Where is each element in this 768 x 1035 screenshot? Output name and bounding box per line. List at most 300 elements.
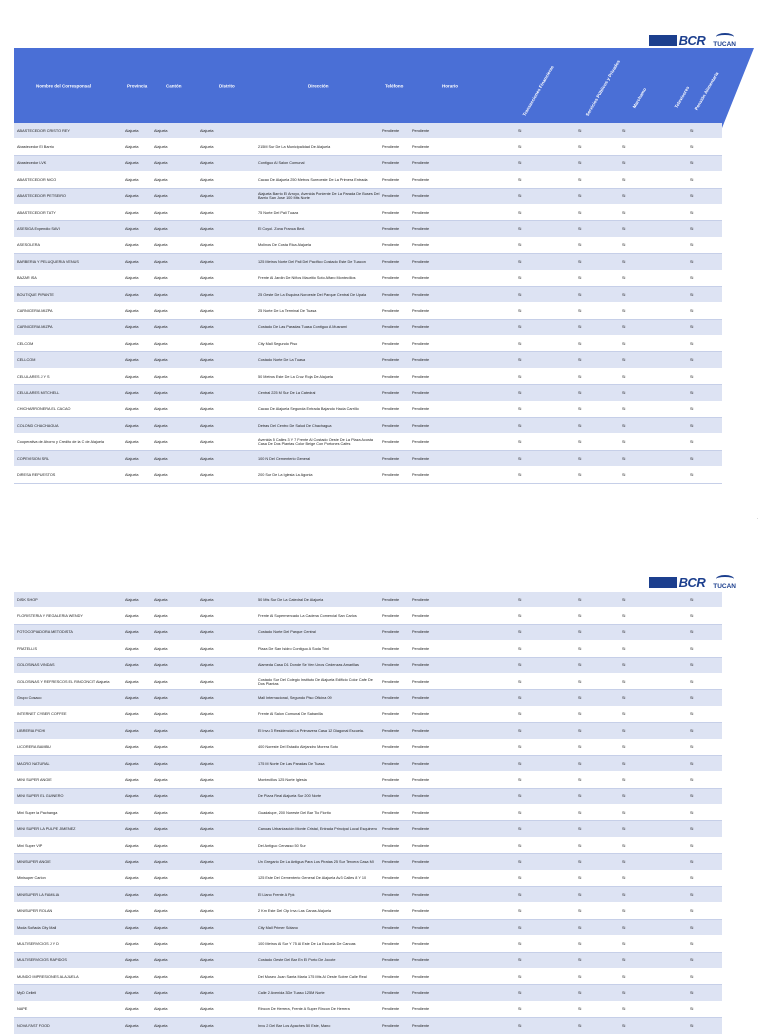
cell-direccion: Alajuela Barrio El Arroyo, Avenida Poniente De La Parada De Buses Del Barrio San Jose 100 Mts Norte	[258, 192, 380, 201]
cell-direccion: Frente Al Supermercado La Cadena Comercial San Carlos	[258, 614, 357, 619]
header-canton: Cantón	[166, 83, 182, 89]
cell-nombre: CARNICERIA MIZPA	[17, 309, 53, 313]
cell-pension: Si	[690, 663, 694, 668]
cell-canton: Alajuela	[154, 177, 168, 182]
cell-distrito: Alajuela	[200, 696, 214, 701]
cell-transacciones: Si	[518, 827, 522, 832]
cell-pension: Si	[690, 390, 694, 395]
page-mark: ·	[756, 516, 758, 521]
cell-transacciones: Si	[518, 161, 522, 166]
cell-provincia: Alajuela	[125, 374, 139, 379]
cell-horario: Pendiente	[412, 876, 430, 881]
cell-provincia: Alajuela	[125, 728, 139, 733]
table-row	[14, 352, 722, 368]
page-2	[0, 560, 768, 1028]
cell-servicios: Si	[578, 925, 582, 930]
cell-marchamo: Si	[622, 958, 626, 963]
cell-provincia: Alajuela	[125, 407, 139, 412]
cell-marchamo: Si	[622, 374, 626, 379]
cell-distrito: Alajuela	[200, 941, 214, 946]
cell-provincia: Alajuela	[125, 974, 139, 979]
cell-distrito: Alajuela	[200, 712, 214, 717]
cell-distrito: Alajuela	[200, 309, 214, 313]
cell-transacciones: Si	[518, 843, 522, 848]
cell-canton: Alajuela	[154, 325, 168, 330]
cell-nombre: ABASTECEDOR CRISTO REY	[17, 128, 70, 133]
cell-transacciones: Si	[518, 630, 522, 635]
cell-pension: Si	[690, 597, 694, 602]
cell-direccion: Del Antiguo Cenasso 50 Sur	[258, 843, 306, 848]
cell-direccion: City Mall Segundo Piso	[258, 341, 298, 346]
table-row	[14, 172, 722, 188]
cell-nombre: ABASTECEDOR TATY	[17, 210, 56, 215]
table-row	[14, 418, 722, 434]
cell-nombre: DIRESA REPUESTOS	[17, 472, 56, 477]
cell-direccion: Cacao De Alajuela Segunda Entrada Bajando Hacia Carrillo	[258, 407, 359, 412]
cell-pension: Si	[690, 761, 694, 766]
cell-nombre: Grupo Cosaco	[17, 696, 42, 701]
cell-direccion: Canoas Urbanización Monte Cristal, Entrada Principal Local Esquinero	[258, 827, 378, 832]
cell-servicios: Si	[578, 390, 582, 395]
cell-horario: Pendiente	[412, 843, 430, 848]
table-row	[14, 189, 722, 205]
cell-nombre: CHICHARRONERA EL CACAO	[17, 407, 71, 412]
cell-pension: Si	[690, 712, 694, 717]
cell-pension: Si	[690, 358, 694, 363]
cell-nombre: MUNDO IMPRESIONES ALAJUELA	[17, 974, 79, 979]
cell-transacciones: Si	[518, 128, 522, 133]
cell-telefono: Pendiente	[382, 309, 400, 313]
cell-horario: Pendiente	[412, 909, 430, 914]
cell-telefono: Pendiente	[382, 128, 400, 133]
cell-canton: Alajuela	[154, 876, 168, 881]
cell-transacciones: Si	[518, 309, 522, 313]
cell-distrito: Alajuela	[200, 630, 214, 635]
cell-nombre: GOLOSINAS Y REFRESCOS EL RINCONCIT Alajuela	[17, 679, 110, 684]
cell-transacciones: Si	[518, 761, 522, 766]
table-row	[14, 936, 722, 952]
cell-pension: Si	[690, 679, 694, 684]
cell-horario: Pendiente	[412, 827, 430, 832]
cell-distrito: Alajuela	[200, 259, 214, 264]
cell-horario: Pendiente	[412, 991, 430, 996]
cell-canton: Alajuela	[154, 440, 168, 445]
cell-telefono: Pendiente	[382, 696, 400, 701]
cell-pension: Si	[690, 925, 694, 930]
cell-transacciones: Si	[518, 597, 522, 602]
cell-marchamo: Si	[622, 892, 626, 897]
table-row	[14, 920, 722, 936]
cell-nombre: MINISUPER ANGIE	[17, 859, 51, 864]
cell-provincia: Alajuela	[125, 712, 139, 717]
cell-marchamo: Si	[622, 259, 626, 264]
cell-pension: Si	[690, 128, 694, 133]
cell-provincia: Alajuela	[125, 646, 139, 651]
cell-distrito: Alajuela	[200, 991, 214, 996]
header-nombre: Nombre del Corresponsal	[36, 83, 92, 89]
cell-marchamo: Si	[622, 309, 626, 313]
cell-pension: Si	[690, 843, 694, 848]
cell-telefono: Pendiente	[382, 472, 400, 477]
cell-distrito: Alajuela	[200, 843, 214, 848]
header-servicios: Servicios Públicos y Privados	[584, 59, 622, 117]
cell-nombre: ABASTECEDOR PETSEIRO	[17, 194, 66, 199]
cell-servicios: Si	[578, 712, 582, 717]
cell-horario: Pendiente	[412, 341, 430, 346]
cell-transacciones: Si	[518, 292, 522, 297]
cell-marchamo: Si	[622, 341, 626, 346]
table-row	[14, 723, 722, 739]
cell-direccion: Un Gregario De La Antigua Para Los Piratas 25 Sur Tercera Casa Ml	[258, 859, 374, 864]
cell-horario: Pendiente	[412, 325, 430, 330]
cell-direccion: Rincon De Herrera, Frente A Super Rincon De Herrera	[258, 1007, 350, 1012]
cell-transacciones: Si	[518, 374, 522, 379]
cell-transacciones: Si	[518, 810, 522, 815]
cell-provincia: Alajuela	[125, 259, 139, 264]
cell-distrito: Alajuela	[200, 892, 214, 897]
cell-horario: Pendiente	[412, 892, 430, 897]
cell-marchamo: Si	[622, 325, 626, 330]
cell-provincia: Alajuela	[125, 145, 139, 150]
cell-pension: Si	[690, 614, 694, 619]
cell-provincia: Alajuela	[125, 892, 139, 897]
cell-servicios: Si	[578, 892, 582, 897]
cell-marchamo: Si	[622, 1023, 626, 1028]
cell-marchamo: Si	[622, 1007, 626, 1012]
cell-nombre: Mini Super la Pachanga	[17, 810, 58, 815]
cell-distrito: Alajuela	[200, 374, 214, 379]
cell-telefono: Pendiente	[382, 177, 400, 182]
cell-direccion: Guadalupe, 200 Noreste Del Bar Tio Florito	[258, 810, 331, 815]
cell-servicios: Si	[578, 745, 582, 750]
header-pension: Pensión Alimentaria	[693, 71, 720, 111]
cell-nombre: CELULARES J Y S	[17, 374, 50, 379]
cell-transacciones: Si	[518, 358, 522, 363]
table-row	[14, 369, 722, 385]
cell-direccion: 125 Metros Norte Del Pali Del Pacifico Costado Este De Tuacon	[258, 259, 366, 264]
cell-pension: Si	[690, 909, 694, 914]
cell-provincia: Alajuela	[125, 794, 139, 799]
cell-canton: Alajuela	[154, 309, 168, 313]
cell-horario: Pendiente	[412, 456, 430, 461]
cell-marchamo: Si	[622, 794, 626, 799]
cell-canton: Alajuela	[154, 663, 168, 668]
cell-marchamo: Si	[622, 646, 626, 651]
cell-telefono: Pendiente	[382, 859, 400, 864]
cell-canton: Alajuela	[154, 407, 168, 412]
cell-transacciones: Si	[518, 941, 522, 946]
cell-telefono: Pendiente	[382, 778, 400, 782]
cell-servicios: Si	[578, 630, 582, 635]
table-row	[14, 592, 722, 608]
cell-canton: Alajuela	[154, 128, 168, 133]
cell-telefono: Pendiente	[382, 276, 400, 281]
cell-canton: Alajuela	[154, 292, 168, 297]
cell-provincia: Alajuela	[125, 210, 139, 215]
cell-horario: Pendiente	[412, 423, 430, 428]
cell-horario: Pendiente	[412, 194, 430, 199]
cell-distrito: Alajuela	[200, 778, 214, 782]
cell-transacciones: Si	[518, 958, 522, 963]
cell-pension: Si	[690, 423, 694, 428]
cell-nombre: MULTISERVICIOS J Y D	[17, 941, 59, 946]
cell-distrito: Alajuela	[200, 859, 214, 864]
cell-nombre: MACRO NATURAL	[17, 761, 50, 766]
cell-telefono: Pendiente	[382, 663, 400, 668]
cell-marchamo: Si	[622, 472, 626, 477]
cell-telefono: Pendiente	[382, 630, 400, 635]
table-row	[14, 625, 722, 641]
cell-nombre: COLOND CHACHAGUA	[17, 423, 59, 428]
cell-distrito: Alajuela	[200, 794, 214, 799]
cell-horario: Pendiente	[412, 161, 430, 166]
cell-servicios: Si	[578, 597, 582, 602]
cell-marchamo: Si	[622, 407, 626, 412]
cell-horario: Pendiente	[412, 243, 430, 248]
cell-horario: Pendiente	[412, 728, 430, 733]
cell-servicios: Si	[578, 194, 582, 199]
cell-distrito: Alajuela	[200, 341, 214, 346]
cell-direccion: Costado De Las Paradas Tuasa Contiguo A Musrami	[258, 325, 347, 330]
cell-provincia: Alajuela	[125, 456, 139, 461]
table-row	[14, 303, 722, 319]
brand-logos	[649, 572, 736, 592]
cell-distrito: Alajuela	[200, 646, 214, 651]
cell-servicios: Si	[578, 227, 582, 232]
cell-distrito: Alajuela	[200, 761, 214, 766]
cell-servicios: Si	[578, 177, 582, 182]
cell-nombre: FRATELLIS	[17, 646, 37, 651]
cell-telefono: Pendiente	[382, 728, 400, 733]
cell-pension: Si	[690, 778, 694, 782]
cell-nombre: CELULARES MITCHELL	[17, 390, 60, 395]
cell-direccion: Costado Sur Del Colegio Instituto De Alajuela Edificio Color Cafe De Dos Plantas	[258, 677, 373, 686]
cell-marchamo: Si	[622, 991, 626, 996]
cell-marchamo: Si	[622, 876, 626, 881]
cell-provincia: Alajuela	[125, 827, 139, 832]
cell-pension: Si	[690, 974, 694, 979]
header-marchamo: Marchamo	[631, 87, 648, 109]
cell-provincia: Alajuela	[125, 292, 139, 297]
cell-transacciones: Si	[518, 614, 522, 619]
cell-horario: Pendiente	[412, 663, 430, 668]
table-row	[14, 1002, 722, 1018]
cell-canton: Alajuela	[154, 390, 168, 395]
table-row	[14, 451, 722, 467]
cell-marchamo: Si	[622, 827, 626, 832]
cell-canton: Alajuela	[154, 843, 168, 848]
cell-servicios: Si	[578, 1023, 582, 1028]
cell-direccion: City Mall Primer Sótano	[258, 925, 298, 930]
cell-pension: Si	[690, 472, 694, 477]
table-row	[14, 953, 722, 969]
cell-direccion: 100 Metros Al Sur Y 75 Al Este De La Escuela De Canoas	[258, 941, 356, 946]
cell-provincia: Alajuela	[125, 925, 139, 930]
cell-marchamo: Si	[622, 761, 626, 766]
brand-logos	[649, 30, 736, 50]
cell-distrito: Alajuela	[200, 958, 214, 963]
cell-pension: Si	[690, 210, 694, 215]
cell-distrito: Alajuela	[200, 597, 214, 602]
cell-provincia: Alajuela	[125, 614, 139, 619]
table-row	[14, 238, 722, 254]
cell-telefono: Pendiente	[382, 423, 400, 428]
cell-telefono: Pendiente	[382, 991, 400, 996]
cell-canton: Alajuela	[154, 243, 168, 248]
cell-servicios: Si	[578, 243, 582, 248]
cell-transacciones: Si	[518, 974, 522, 979]
cell-canton: Alajuela	[154, 210, 168, 215]
cell-transacciones: Si	[518, 892, 522, 897]
table-row	[14, 467, 722, 483]
cell-nombre: DISK SHOP	[17, 597, 38, 602]
cell-marchamo: Si	[622, 227, 626, 232]
cell-horario: Pendiente	[412, 597, 430, 602]
cell-marchamo: Si	[622, 358, 626, 363]
cell-horario: Pendiente	[412, 374, 430, 379]
cell-telefono: Pendiente	[382, 243, 400, 248]
cell-direccion: El Llano Frente A Ppk	[258, 892, 295, 897]
cell-canton: Alajuela	[154, 1023, 168, 1028]
cell-provincia: Alajuela	[125, 341, 139, 346]
cell-servicios: Si	[578, 472, 582, 477]
cell-canton: Alajuela	[154, 761, 168, 766]
cell-pension: Si	[690, 1007, 694, 1012]
cell-telefono: Pendiente	[382, 161, 400, 166]
cell-canton: Alajuela	[154, 745, 168, 750]
cell-nombre: BOUTIQUE PIPANTE	[17, 292, 54, 297]
cell-horario: Pendiente	[412, 390, 430, 395]
cell-horario: Pendiente	[412, 778, 430, 782]
cell-provincia: Alajuela	[125, 194, 139, 199]
cell-distrito: Alajuela	[200, 614, 214, 619]
cell-pension: Si	[690, 259, 694, 264]
cell-servicios: Si	[578, 728, 582, 733]
cell-distrito: Alajuela	[200, 728, 214, 733]
cell-nombre: MyD Celleli	[17, 991, 37, 996]
cell-servicios: Si	[578, 810, 582, 815]
cell-canton: Alajuela	[154, 161, 168, 166]
header-telefono: Teléfono	[385, 83, 404, 89]
cell-transacciones: Si	[518, 227, 522, 232]
table-row	[14, 903, 722, 919]
cell-canton: Alajuela	[154, 227, 168, 232]
cell-transacciones: Si	[518, 925, 522, 930]
cell-nombre: BAZAR ISA	[17, 276, 37, 281]
cell-marchamo: Si	[622, 194, 626, 199]
table-row	[14, 402, 722, 418]
cell-canton: Alajuela	[154, 941, 168, 946]
cell-pension: Si	[690, 941, 694, 946]
cell-canton: Alajuela	[154, 696, 168, 701]
cell-direccion: 400 Noreste Del Estadio Alejandro Morera Soto	[258, 745, 338, 750]
cell-servicios: Si	[578, 761, 582, 766]
table-row	[14, 690, 722, 706]
cell-horario: Pendiente	[412, 407, 430, 412]
cell-pension: Si	[690, 456, 694, 461]
cell-nombre: MULTISERVICIOS RAPIDOS	[17, 958, 67, 963]
cell-marchamo: Si	[622, 292, 626, 297]
cell-distrito: Alajuela	[200, 423, 214, 428]
cell-telefono: Pendiente	[382, 227, 400, 232]
table-row	[14, 221, 722, 237]
cell-nombre: MINISUPER LA FAMILIA	[17, 892, 60, 897]
cell-provincia: Alajuela	[125, 161, 139, 166]
cell-nombre: Mini Super VIP	[17, 843, 43, 848]
cell-pension: Si	[690, 145, 694, 150]
table-body	[14, 592, 722, 1035]
cell-telefono: Pendiente	[382, 810, 400, 815]
header-transacciones: Transacciones Financieras	[521, 64, 555, 117]
cell-pension: Si	[690, 407, 694, 412]
cell-canton: Alajuela	[154, 810, 168, 815]
cell-distrito: Alajuela	[200, 243, 214, 248]
cell-pension: Si	[690, 161, 694, 166]
cell-provincia: Alajuela	[125, 358, 139, 363]
cell-horario: Pendiente	[412, 292, 430, 297]
cell-telefono: Pendiente	[382, 646, 400, 651]
cell-horario: Pendiente	[412, 1023, 430, 1028]
cell-telefono: Pendiente	[382, 341, 400, 346]
cell-telefono: Pendiente	[382, 292, 400, 297]
cell-canton: Alajuela	[154, 958, 168, 963]
cell-provincia: Alajuela	[125, 778, 139, 782]
cell-servicios: Si	[578, 407, 582, 412]
cell-servicios: Si	[578, 941, 582, 946]
cell-horario: Pendiente	[412, 145, 430, 150]
cell-telefono: Pendiente	[382, 827, 400, 832]
cell-nombre: CELCOM	[17, 341, 34, 346]
cell-telefono: Pendiente	[382, 925, 400, 930]
cell-provincia: Alajuela	[125, 761, 139, 766]
cell-nombre: LICORERA BAMBU	[17, 745, 51, 750]
cell-nombre: GOLOSINAS VINDAS	[17, 663, 55, 668]
cell-distrito: Alajuela	[200, 456, 214, 461]
header-direccion: Dirección	[308, 83, 329, 89]
cell-direccion	[258, 123, 380, 138]
cell-direccion: Plaza De San Isidro Contiguo A Soda Trini	[258, 646, 330, 651]
cell-servicios: Si	[578, 423, 582, 428]
cell-telefono: Pendiente	[382, 876, 400, 881]
cell-canton: Alajuela	[154, 341, 168, 346]
cell-servicios: Si	[578, 909, 582, 914]
table-header	[14, 48, 722, 128]
cell-pension: Si	[690, 276, 694, 281]
header-provincia: Provincia	[127, 83, 148, 89]
cell-direccion: 175 M Norte De Las Paradas De Tuasa	[258, 761, 325, 766]
cell-direccion: Costado Norte Del Parque Central	[258, 630, 316, 635]
cell-nombre: Abastecedor LVK	[17, 161, 47, 166]
table-row	[14, 139, 722, 155]
cell-provincia: Alajuela	[125, 309, 139, 313]
cell-marchamo: Si	[622, 177, 626, 182]
cell-marchamo: Si	[622, 423, 626, 428]
cell-pension: Si	[690, 325, 694, 330]
cell-canton: Alajuela	[154, 974, 168, 979]
cell-direccion: 50 Mts Sur De La Catedral De Alajuela	[258, 597, 324, 602]
cell-distrito: Alajuela	[200, 827, 214, 832]
cell-telefono: Pendiente	[382, 597, 400, 602]
cell-canton: Alajuela	[154, 859, 168, 864]
cell-direccion: Calle 2 Avenida 3De Tuaso 125M Norte	[258, 991, 325, 996]
cell-horario: Pendiente	[412, 358, 430, 363]
cell-pension: Si	[690, 876, 694, 881]
cell-marchamo: Si	[622, 390, 626, 395]
cell-pension: Si	[690, 630, 694, 635]
cell-marchamo: Si	[622, 440, 626, 445]
cell-direccion: 215M Sur De La Municipalidad De Alajuela	[258, 145, 331, 150]
cell-transacciones: Si	[518, 696, 522, 701]
